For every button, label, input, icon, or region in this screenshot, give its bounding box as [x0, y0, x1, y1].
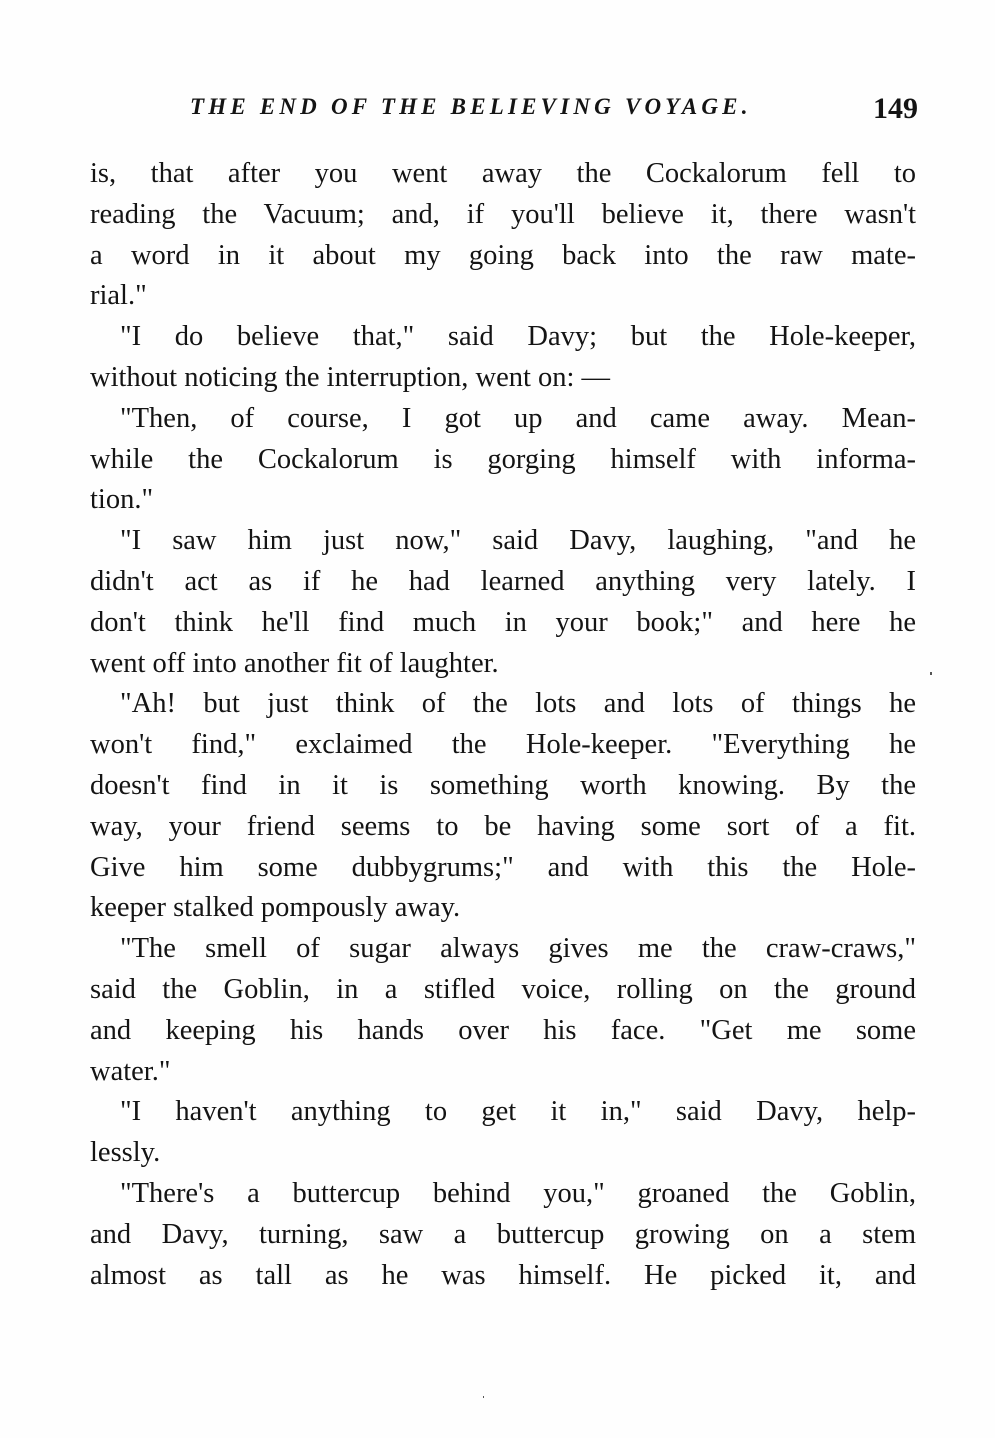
text-line: said the Goblin, in a stifled voice, rolling on the ground: [90, 973, 916, 1005]
text-line: "I do believe that," said Davy; but the Hole-keeper,: [120, 321, 916, 353]
text-line: "The smell of sugar always gives me the craw-craws,": [120, 933, 916, 965]
running-title: THE END OF THE BELIEVING VOYAGE.: [190, 94, 752, 119]
ink-speck: [483, 1396, 484, 1398]
text-line: "I haven't anything to get it in," said Davy, help-: [120, 1096, 916, 1128]
ink-speck: [930, 672, 932, 675]
running-head: [90, 92, 920, 132]
text-line: "Then, of course, I got up and came away. Mean-: [120, 402, 916, 434]
text-line: water.": [90, 1055, 171, 1087]
text-line: is, that after you went away the Cockalorum fell to: [90, 158, 916, 189]
text-line: "There's a buttercup behind you," groaned the Goblin,: [120, 1177, 916, 1209]
text-line: and keeping his hands over his face. "Get me some: [90, 1014, 916, 1046]
text-line: tion.": [90, 484, 154, 516]
text-line: way, your friend seems to be having some sort of a fit.: [90, 810, 916, 842]
text-line: went off into another fit of laughter.: [90, 647, 499, 679]
text-line: reading the Vacuum; and, if you'll believe it, there wasn't: [90, 198, 916, 230]
text-line: while the Cockalorum is gorging himself with informa-: [90, 443, 916, 475]
text-line: "Ah! but just think of the lots and lots of things he: [120, 688, 916, 720]
text-line: almost as tall as he was himself. He picked it, and: [90, 1259, 916, 1291]
text-line: don't think he'll find much in your book;" and here he: [90, 606, 916, 638]
text-line: and Davy, turning, saw a buttercup growing on a stem: [90, 1218, 916, 1250]
page-number: 149: [873, 92, 918, 125]
text-line: Give him some dubbygrums;" and with this the Hole-: [90, 851, 916, 883]
text-line: keeper stalked pompously away.: [90, 892, 461, 924]
text-line: didn't act as if he had learned anything very lately. I: [90, 565, 916, 597]
text-line: "I saw him just now," said Davy, laughing, "and he: [120, 525, 916, 557]
text-line: lessly.: [90, 1137, 161, 1169]
body-text: [90, 154, 916, 1296]
text-line: without noticing the interruption, went on: —: [90, 361, 611, 393]
text-line: doesn't find in it is something worth knowing. By the: [90, 769, 916, 801]
text-line: a word in it about my going back into the raw mate-: [90, 239, 916, 271]
text-line: won't find," exclaimed the Hole-keeper. "Everything he: [90, 729, 916, 761]
text-line: rial.": [90, 280, 147, 312]
